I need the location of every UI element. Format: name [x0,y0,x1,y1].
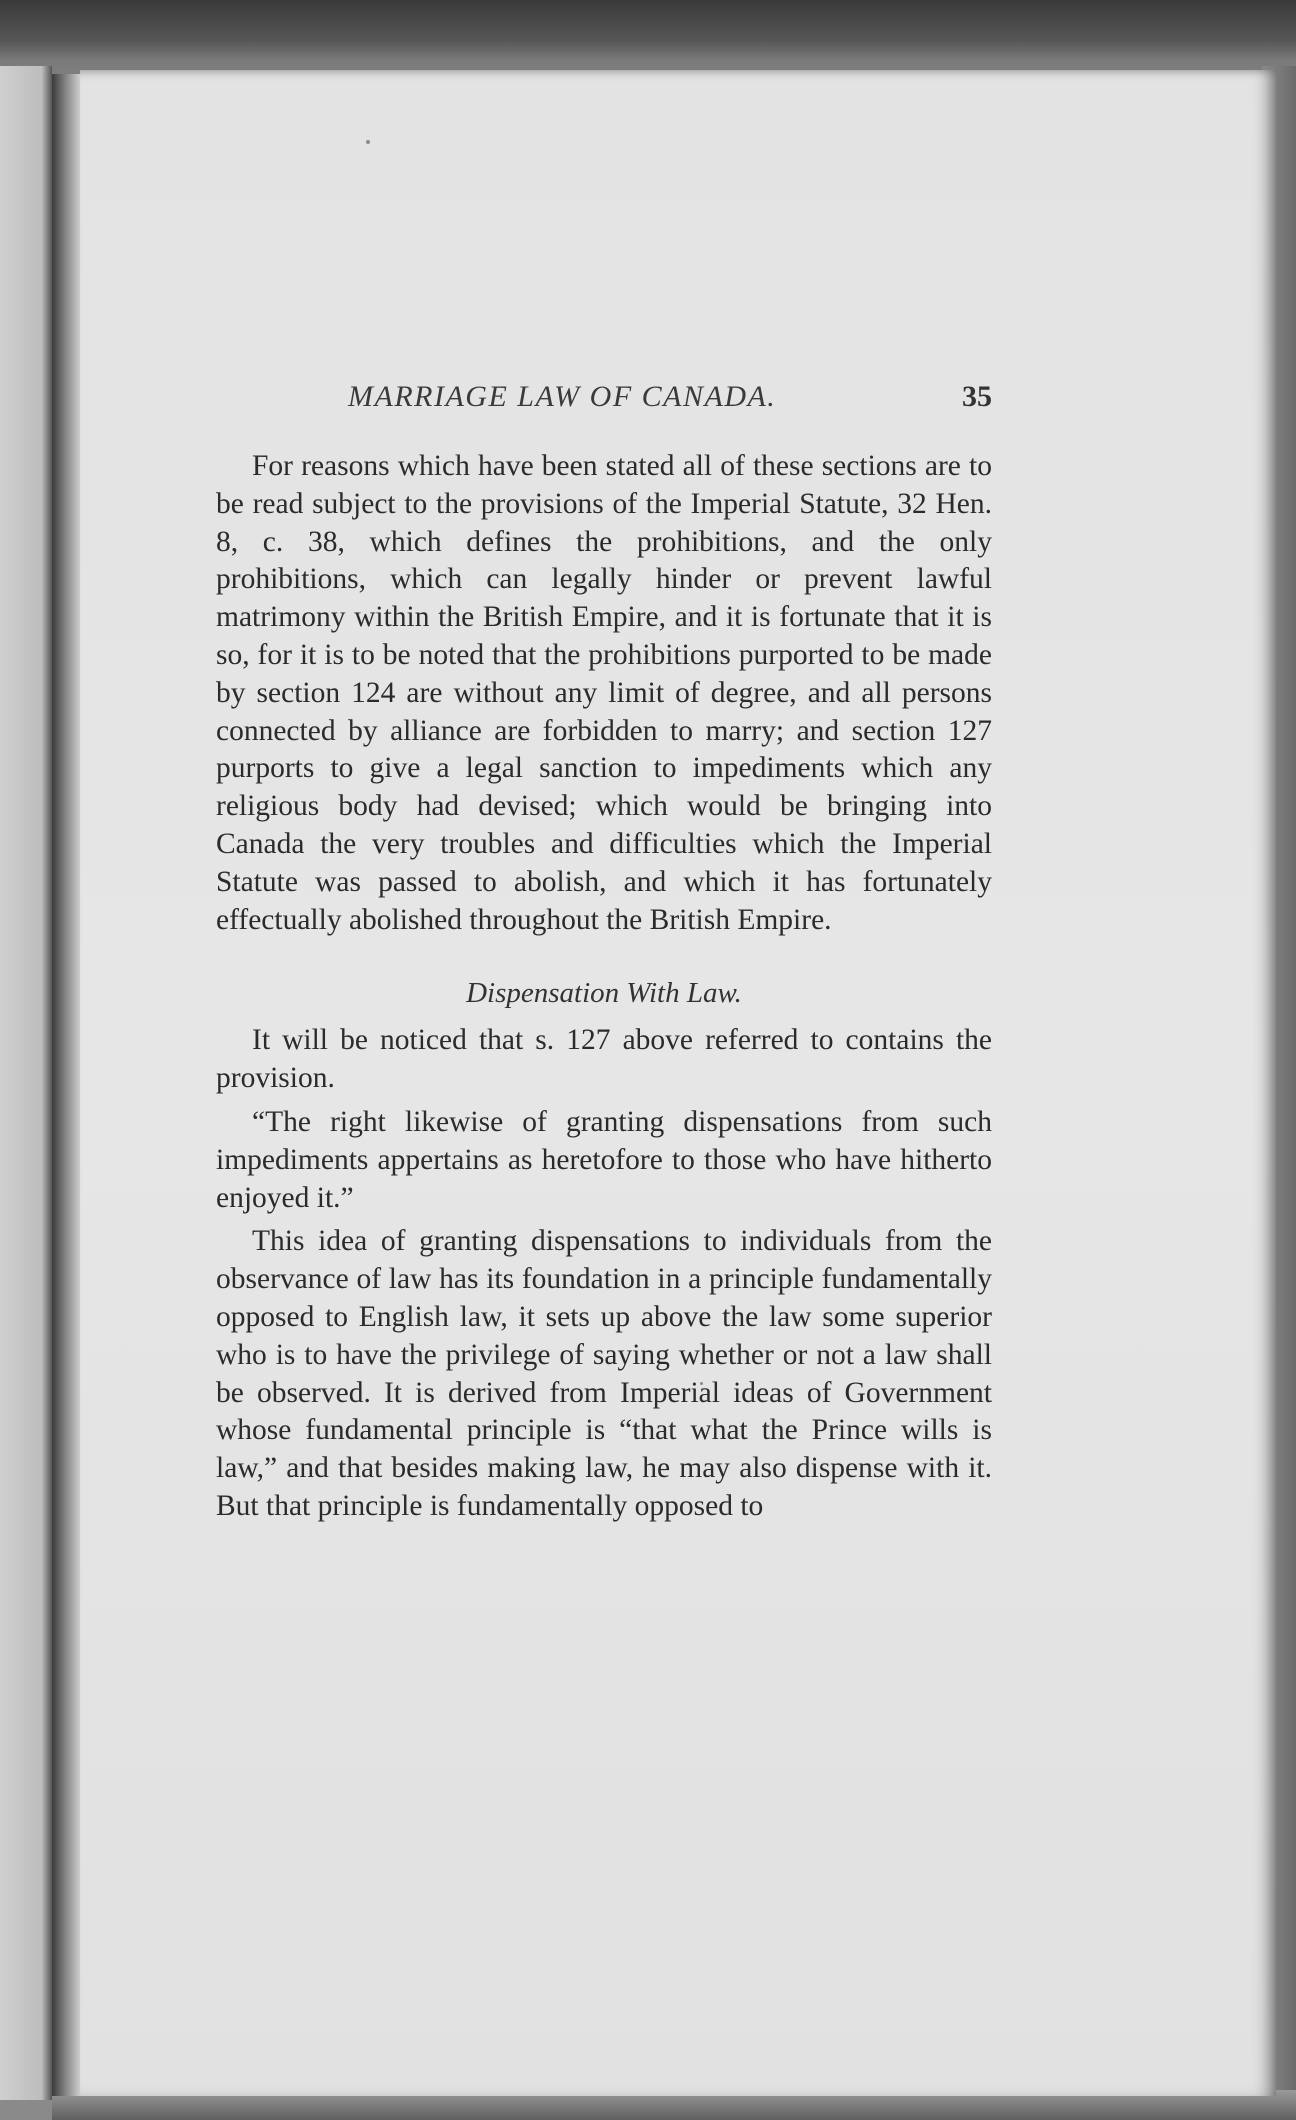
book-gutter [52,74,82,2096]
quoted-provision: “The right likewise of granting dispensations from such impediments appertains as heretofore to those who have hitherto enjoyed it.” [216,1105,992,1214]
body-paragraph: For reasons which have been stated all of these sections are to be read subject to the provisions of the Imperial Statute, 32 Hen. 8, c. 38, which defines the prohibitions, and the only prohibitions, which can legally hinder or prevent lawful matrimony within the British Empire, and it is fortunate that it is so, for it is to be noted that the prohibitions purported to be made by section 124 are without any limit of degree, and all persons connected by alliance are forbidden to marry; and section 127 purports to give a legal sanction to impediments which any religious body had devised; which would be bringing into Canada the very troubles and difficulties which the Imperial Statute was passed to abolish, and which it has fortunately effectually abolished throughout the British Empire. [216,450,992,936]
running-head [216,380,992,436]
section-paragraph: It will be noticed that s. 127 above referred to contains the provision. [216,1024,992,1095]
section-paragraph: This idea of granting dispensations to individuals from the observance of law has its foundation in a principle fundamentally opposed to English law, it sets up above the law some superior who is to have the privilege of saying whether or not a law shall be observed. It is derived from Imperial ideas of Government whose fundamental principle is “that what the Prince wills is law,” and that besides making law, he may also dispense with it. But that principle is fundamentally opposed to [216,1225,992,1522]
running-head-title: MARRIAGE LAW OF CANADA. [348,380,777,413]
section-heading: Dispensation With Law. [466,977,742,1010]
page-number: 35 [962,380,992,413]
page-text [216,380,992,1526]
previous-page-edge [0,66,52,2100]
paper-speck [366,140,370,144]
